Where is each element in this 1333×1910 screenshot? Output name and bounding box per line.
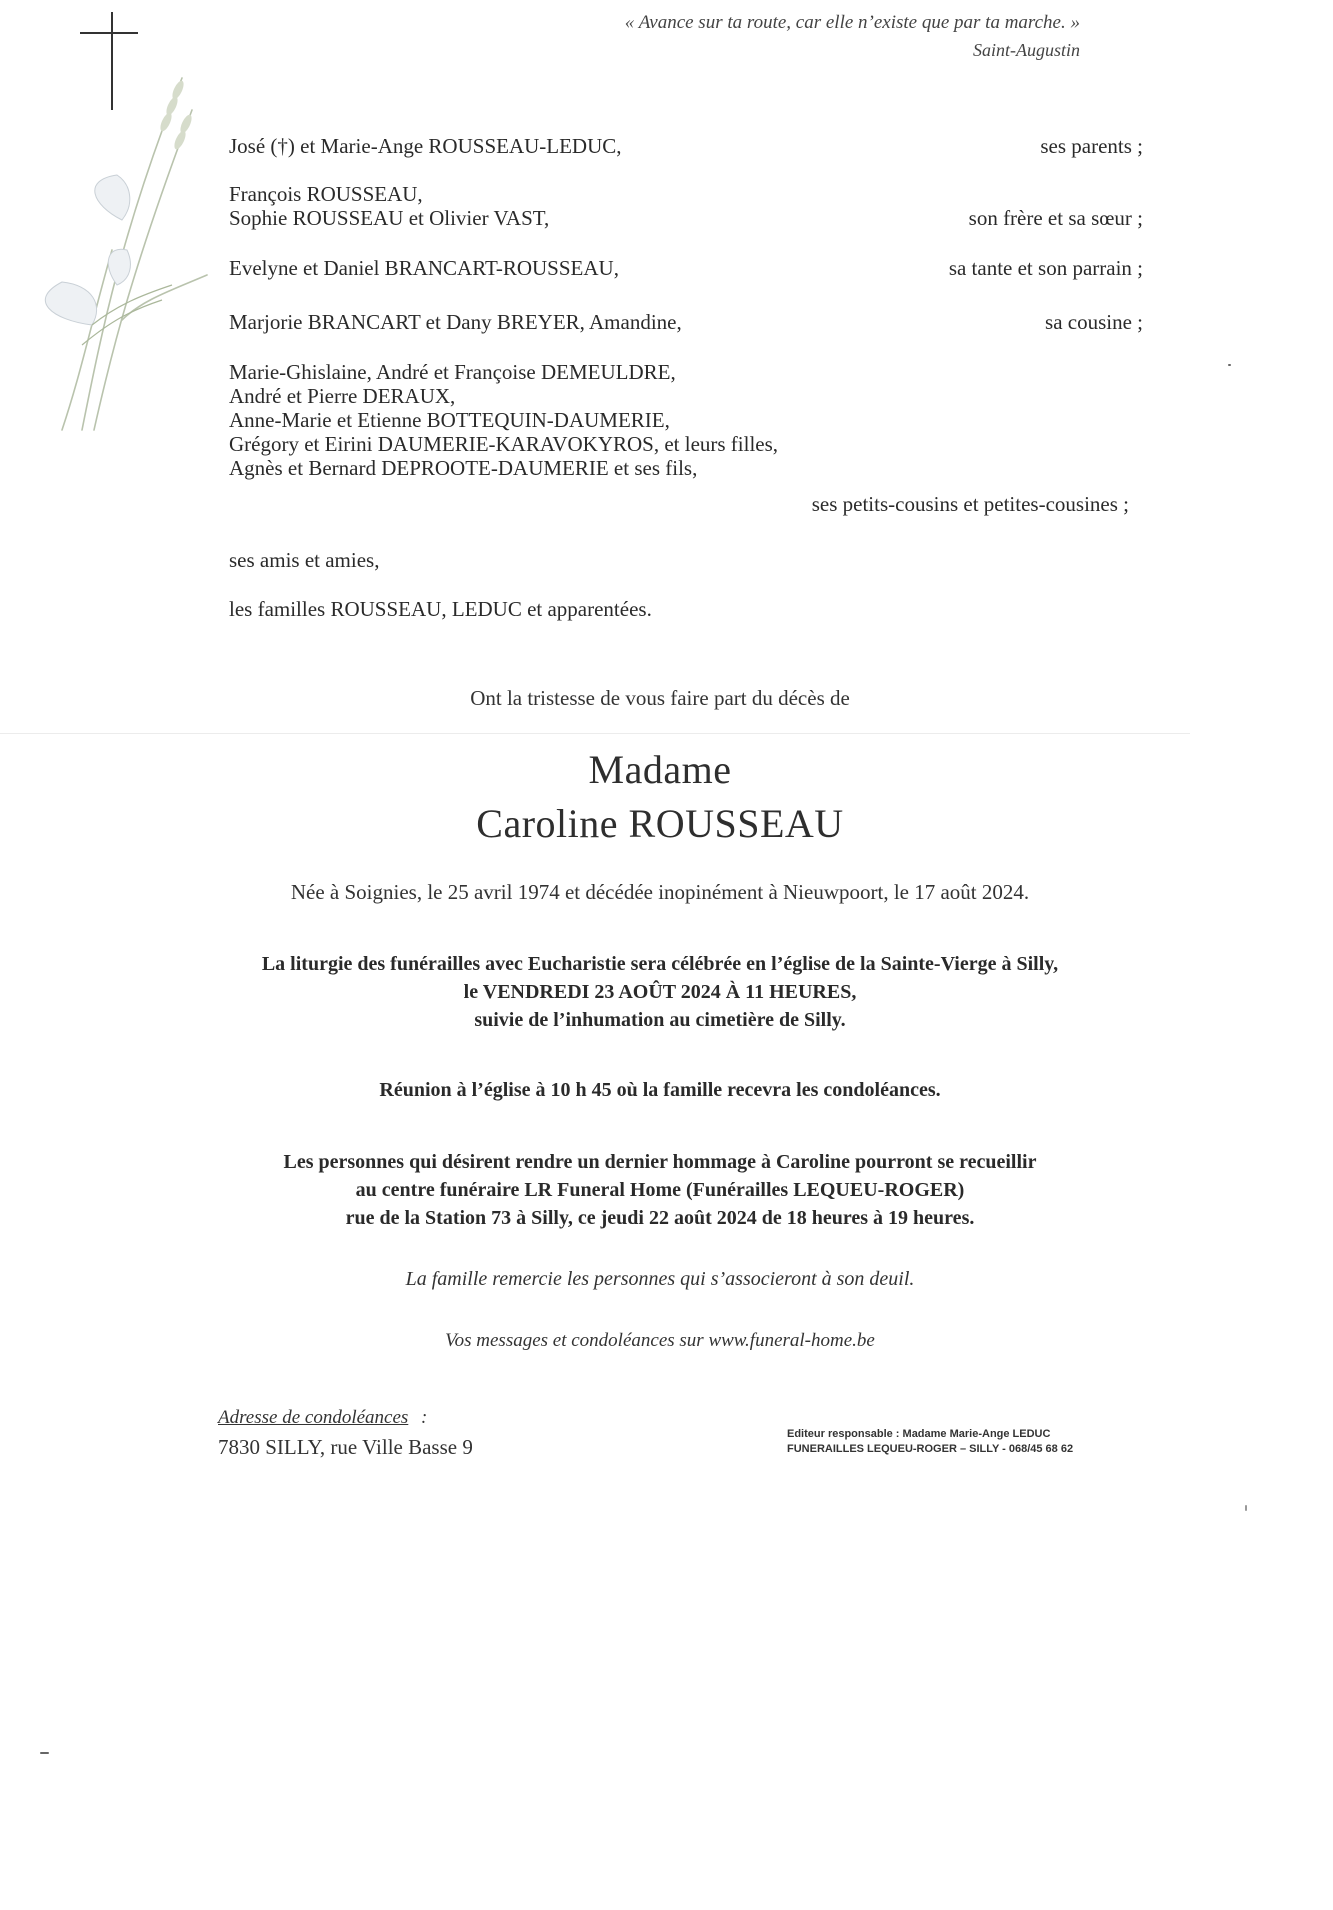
editor-line: FUNERAILLES LEQUEU-ROGER – SILLY - 068/45 68 62: [787, 1443, 1074, 1455]
family-names: José (†) et Marie-Ange ROUSSEAU-LEDUC,: [229, 134, 622, 158]
family-names: Grégory et Eirini DAUMERIE-KARAVOKYROS, et leurs filles,: [229, 432, 779, 456]
family-names: les familles ROUSSEAU, LEDUC et apparentées.: [229, 597, 652, 621]
family-names: François ROUSSEAU,: [229, 182, 423, 206]
family-relation: ses parents ;: [1040, 134, 1143, 158]
deceased-name: Caroline ROUSSEAU: [476, 801, 844, 846]
address-line: 7830 SILLY, rue Ville Basse 9: [218, 1435, 473, 1459]
family-names: ses amis et amies,: [229, 548, 380, 572]
scan-speck: [40, 1752, 49, 1754]
family-relation: sa cousine ;: [1045, 310, 1143, 334]
reunion-line: Réunion à l’église à 10 h 45 où la famille recevra les condoléances.: [379, 1079, 941, 1101]
announcement-intro: Ont la tristesse de vous faire part du décès de: [470, 686, 850, 710]
address-label-suffix: :: [421, 1407, 428, 1428]
scan-speck: [1245, 1505, 1247, 1511]
thanks-line: La famille remercie les personnes qui s’associeront à son deuil.: [405, 1268, 915, 1290]
messages-line: Vos messages et condoléances sur www.funeral-home.be: [445, 1330, 875, 1351]
lily-wheat-illustration-icon: [22, 70, 212, 440]
tribute-line: rue de la Station 73 à Silly, ce jeudi 22 août 2024 de 18 heures à 19 heures.: [345, 1207, 975, 1229]
family-names: Anne-Marie et Etienne BOTTEQUIN-DAUMERIE,: [229, 408, 670, 432]
family-relation: ses petits-cousins et petites-cousines ;: [811, 492, 1129, 516]
birth-death-line: Née à Soignies, le 25 avril 1974 et décédée inopinément à Nieuwpoort, le 17 août 2024.: [290, 880, 1030, 904]
epigraph-quote: « Avance sur ta route, car elle n’existe que par ta marche. »: [624, 12, 1080, 33]
family-relation: sa tante et son parrain ;: [948, 256, 1143, 280]
family-names: Marjorie BRANCART et Dany BREYER, Amandine,: [229, 310, 682, 334]
funeral-line: le VENDREDI 23 AOÛT 2024 À 11 HEURES,: [463, 981, 857, 1003]
family-relation: son frère et sa sœur ;: [968, 206, 1143, 230]
editor-line: Editeur responsable : Madame Marie-Ange LEDUC: [787, 1428, 1051, 1440]
funeral-line: La liturgie des funérailles avec Eucharistie sera célébrée en l’église de la Sainte-Vierge à Silly,: [261, 953, 1059, 975]
tribute-line: au centre funéraire LR Funeral Home (Funérailles LEQUEU-ROGER): [355, 1179, 965, 1201]
family-names: Evelyne et Daniel BRANCART-ROUSSEAU,: [229, 256, 619, 280]
fold-line: [0, 733, 1190, 734]
family-names: Marie-Ghislaine, André et Françoise DEMEULDRE,: [229, 360, 676, 384]
scan-speck: [1228, 364, 1231, 366]
tribute-line: Les personnes qui désirent rendre un dernier hommage à Caroline pourront se recueillir: [283, 1151, 1037, 1173]
family-names: Sophie ROUSSEAU et Olivier VAST,: [229, 206, 550, 230]
address-label: Adresse de condoléances: [218, 1407, 409, 1428]
funeral-line: suivie de l’inhumation au cimetière de Silly.: [474, 1009, 846, 1031]
epigraph-author: Saint-Augustin: [973, 40, 1080, 60]
family-names: André et Pierre DERAUX,: [229, 384, 456, 408]
family-names: Agnès et Bernard DEPROOTE-DAUMERIE et ses fils,: [229, 456, 698, 480]
deceased-title: Madame: [588, 747, 732, 792]
